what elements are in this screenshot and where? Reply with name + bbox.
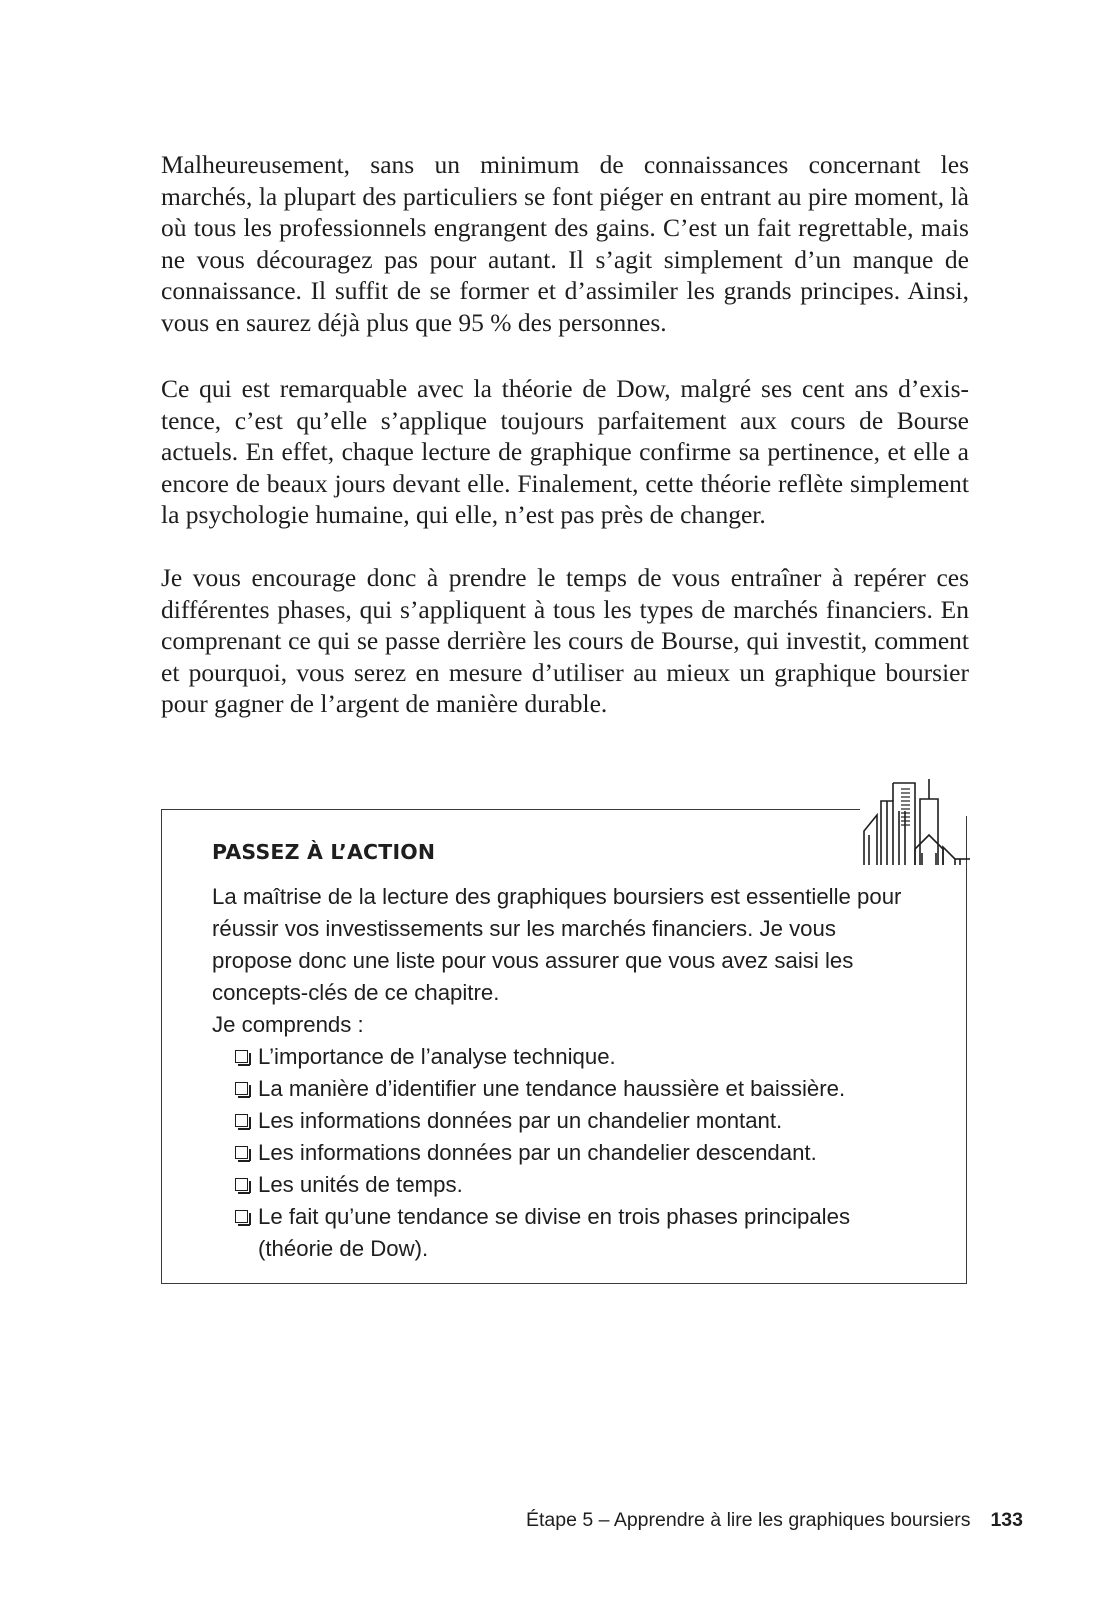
checkbox-icon xyxy=(235,1082,248,1095)
body-paragraph-2: Ce qui est remarquable avec la théorie de Dow, malgré ses cent ans d’existence, c’est qu’elle s’applique toujours parfaitement aux cours de Bourse actuels. En effet, chaque lecture de graphique confirme sa pertinence, et elle a encore de beaux jours devant elle. Finalement, cette théorie reflète simplement la psychologie humaine, qui elle, n’est pas près de changer. xyxy=(161,374,969,530)
checklist-item xyxy=(235,1169,917,1201)
checkbox-icon xyxy=(235,1050,248,1063)
action-box-title: PASSEZ À L’ACTION xyxy=(212,840,436,864)
checklist xyxy=(212,1041,917,1265)
action-box xyxy=(161,809,967,1284)
body-paragraph-1: Malheureusement, sans un minimum de connaissances concernant les marchés, la plupart des particuliers se font piéger en entrant au pire moment, là où tous les professionnels engrangent des gains. C’est un fait regrettable, mais ne vous découragez pas pour autant. Il s’agit simplement d’un manque de connaissance. Il suffit de se former et d’assimiler les grands principes. Ainsi, vous en saurez déjà plus que 95 % des personnes. xyxy=(161,150,969,337)
checklist-item-label: La manière d’identifier une tendance haussière et baissière. xyxy=(258,1076,846,1101)
page-number: 133 xyxy=(990,1509,1023,1531)
checklist-item-label: Les unités de temps. xyxy=(258,1172,463,1197)
checkbox-icon xyxy=(235,1178,248,1191)
checklist-item-label: Les informations données par un chandelier descendant. xyxy=(258,1140,817,1165)
running-title: Étape 5 – Apprendre à lire les graphiques boursiers xyxy=(526,1509,971,1531)
checklist-item xyxy=(235,1105,917,1137)
checkbox-icon xyxy=(235,1114,248,1127)
action-box-lead: Je comprends : xyxy=(212,1012,364,1037)
action-box-intro: La maîtrise de la lecture des graphiques boursiers est essentielle pour réussir vos investissements sur les marchés financiers. Je vous propose donc une liste pour vous assurer que vous avez saisi les concepts-clés de ce chapitre. xyxy=(212,884,902,1005)
checklist-item-label: Le fait qu’une tendance se divise en trois phases principales (théorie de Dow). xyxy=(258,1204,851,1261)
page-footer xyxy=(526,1509,1023,1532)
checklist-item xyxy=(235,1073,917,1105)
checklist-item-label: Les informations données par un chandelier montant. xyxy=(258,1108,783,1133)
checklist-item xyxy=(235,1041,917,1073)
checklist-item-label: L’importance de l’analyse technique. xyxy=(258,1044,616,1069)
action-box-body xyxy=(212,881,917,1265)
checklist-item xyxy=(235,1137,917,1169)
city-buildings-icon xyxy=(860,775,972,867)
checkbox-icon xyxy=(235,1210,248,1223)
checkbox-icon xyxy=(235,1146,248,1159)
checklist-item xyxy=(235,1201,917,1265)
body-paragraph-3: Je vous encourage donc à prendre le temps de vous entraîner à repérer ces différentes phases, qui s’appliquent à tous les types de marchés financiers. En comprenant ce qui se passe derrière les cours de Bourse, qui investit, comment et pourquoi, vous serez en mesure d’utiliser au mieux un graphique boursier pour gagner de l’argent de manière durable. xyxy=(161,563,969,719)
